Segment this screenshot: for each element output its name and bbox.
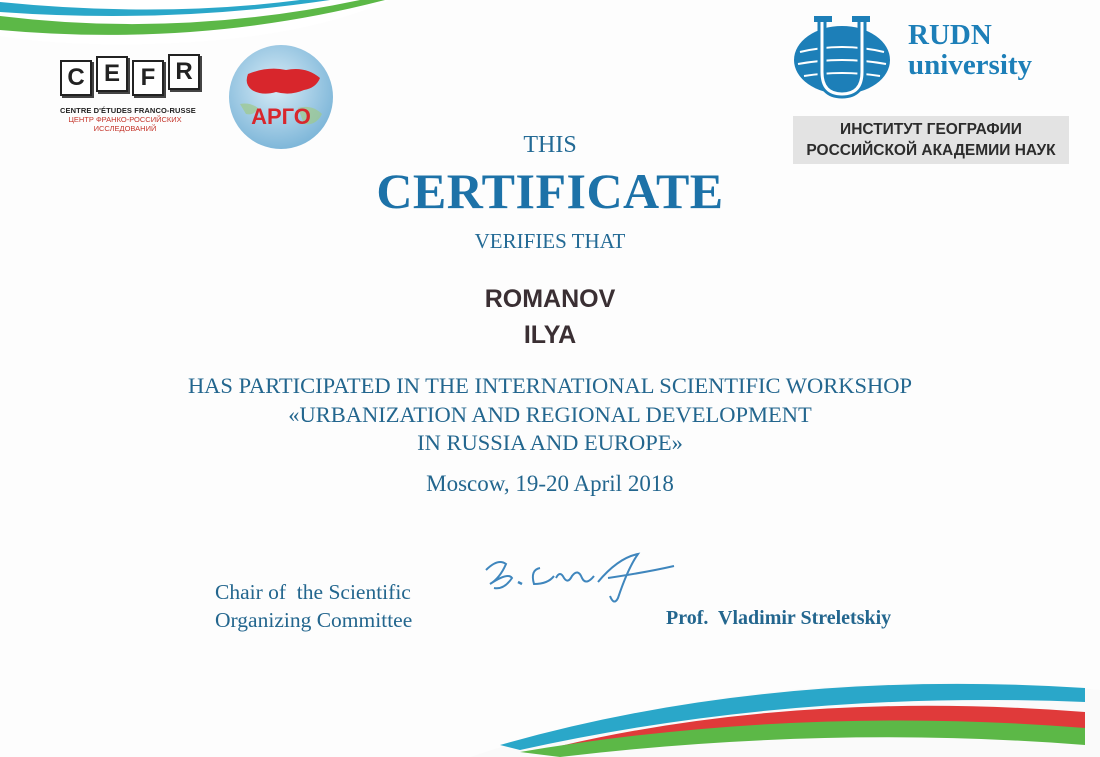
handwritten-signature	[478, 548, 678, 608]
certificate-verifies: VERIFIES THAT	[474, 229, 626, 253]
cefr-letter: C	[60, 60, 92, 96]
recipient-surname: ROMANOV	[484, 285, 616, 313]
recipient-given-name: ILYA	[523, 321, 577, 349]
cefr-letter: E	[96, 56, 128, 92]
signatory-name: Prof. Vladimir Streletskiy	[666, 607, 892, 629]
cefr-letters	[60, 60, 210, 96]
signatory-role-line2: Organizing Committee	[215, 608, 413, 632]
signatory-role-line1: Chair of the Scientific	[215, 580, 411, 604]
rudn-logo-text	[908, 20, 1032, 80]
rudn-logo	[790, 12, 1060, 107]
institute-line2: РОССИЙСКОЙ АКАДЕМИИ НАУК	[806, 142, 1056, 159]
participation-line-3: IN RUSSIA AND EUROPE»	[417, 430, 683, 455]
cefr-french-name: CENTRE D'ÉTUDES FRANCO-RUSSE	[60, 106, 196, 115]
signatory-role	[215, 578, 412, 634]
participation-line-2: «URBANIZATION AND REGIONAL DEVELOPMENT	[288, 402, 812, 427]
cefr-russian-name-2: ИССЛЕДОВАНИЙ	[93, 124, 157, 133]
cefr-logo	[60, 60, 210, 133]
certificate-this: THIS	[523, 132, 577, 158]
cefr-letter: R	[168, 54, 200, 90]
institute-line1: ИНСТИТУТ ГЕОГРАФИИ	[840, 121, 1022, 138]
rudn-line2: university	[908, 49, 1033, 81]
cefr-russian-name-1: ЦЕНТР ФРАНКО-РОССИЙСКИХ	[68, 115, 182, 124]
argo-logo-text: АРГО	[251, 104, 311, 129]
rudn-emblem-icon	[790, 12, 900, 107]
participation-line-1: HAS PARTICIPATED IN THE INTERNATIONAL SCIENTIFIC WORKSHOP	[187, 373, 913, 398]
cefr-letter: F	[132, 60, 164, 96]
certificate-title: CERTIFICATE	[376, 163, 724, 219]
event-date-location: Moscow, 19-20 April 2018	[426, 471, 674, 496]
rudn-line1: RUDN	[908, 19, 992, 51]
